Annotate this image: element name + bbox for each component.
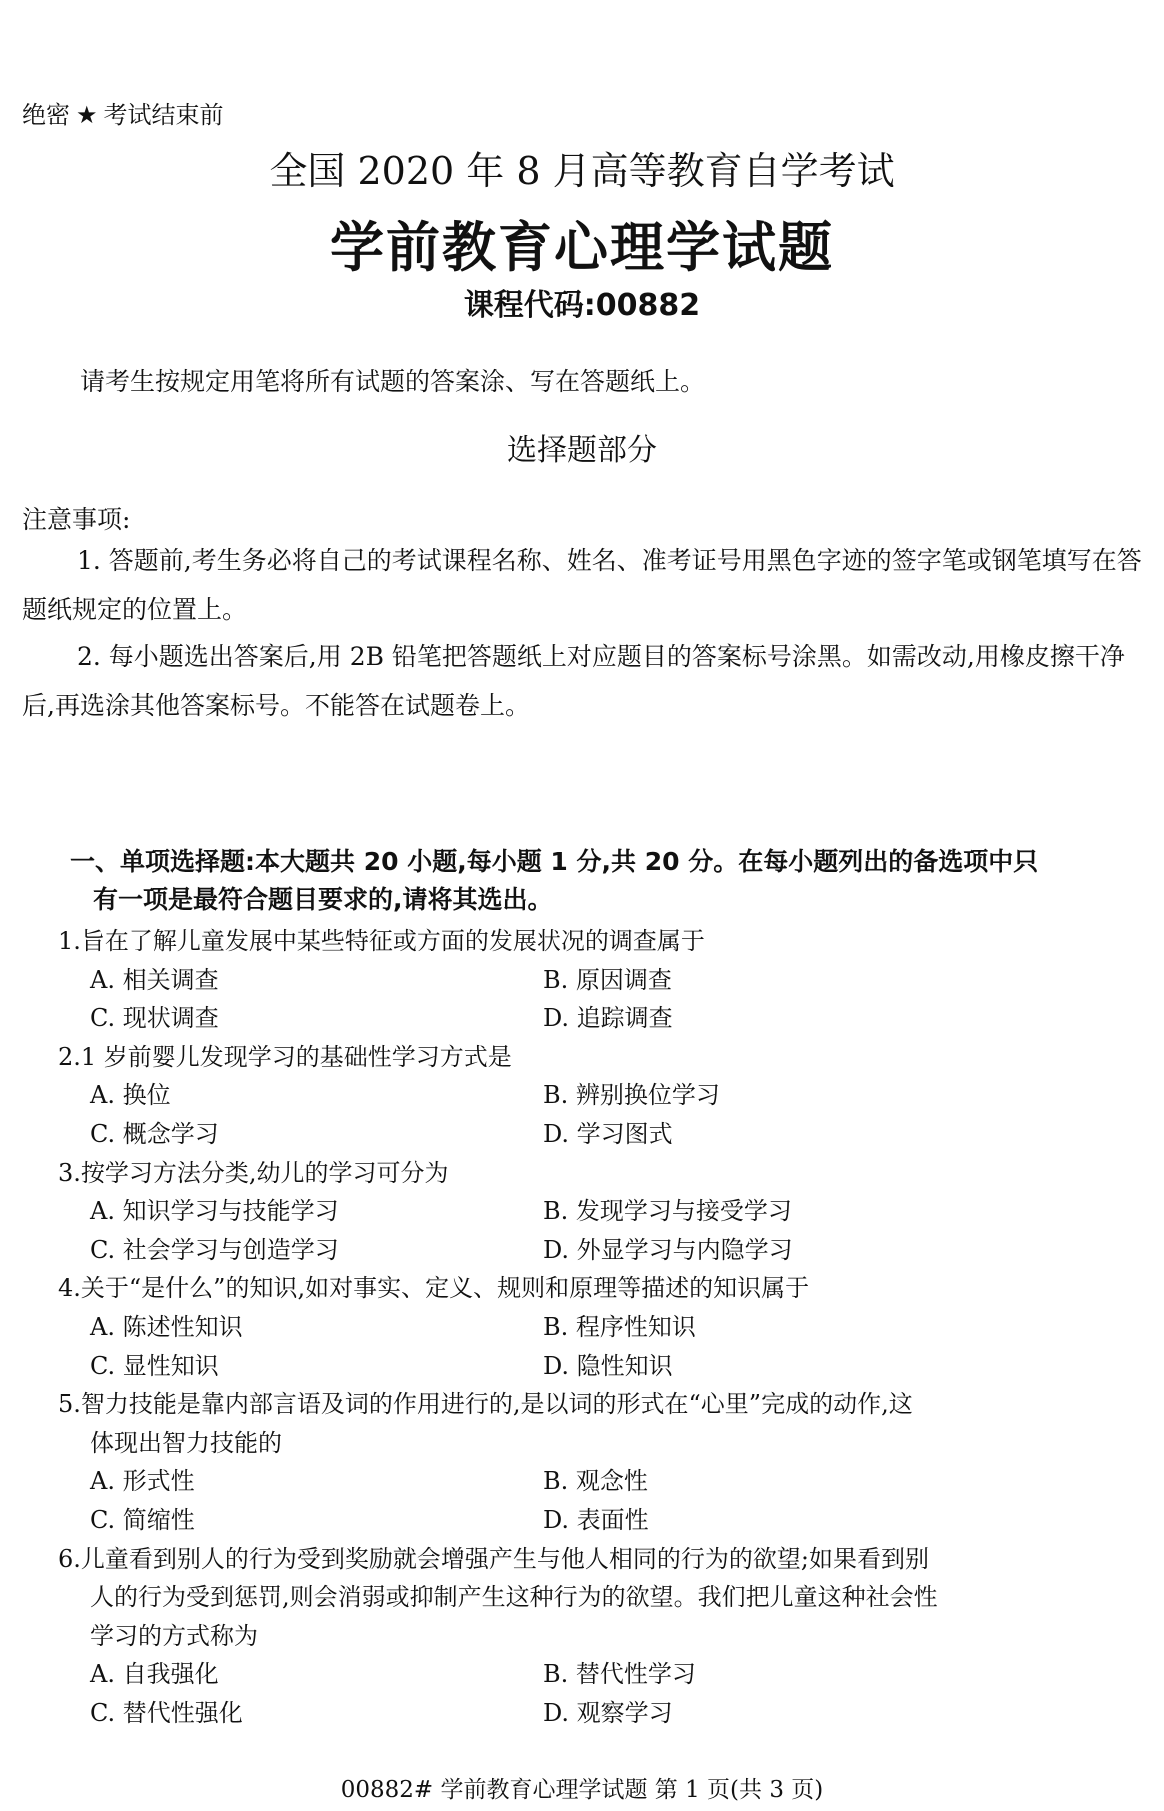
secret-label: 绝密: [22, 101, 70, 129]
option-a: A. 相关调查: [90, 965, 219, 994]
question-number: 1.: [58, 927, 81, 955]
question-stem-continued: 人的行为受到惩罚,则会消弱或抑制产生这种行为的欲望。我们把儿童这种社会性: [90, 1583, 938, 1612]
option-b: B. 原因调查: [543, 965, 672, 994]
star-icon: ★: [76, 101, 98, 129]
option-d: D. 外显学习与内隐学习: [543, 1235, 793, 1264]
option-d: D. 隐性知识: [543, 1351, 673, 1380]
question-number: 6.: [58, 1544, 81, 1573]
option-b: B. 辨别换位学习: [543, 1081, 720, 1110]
option-c: C. 概念学习: [90, 1119, 219, 1148]
question-number: 5.: [58, 1390, 81, 1419]
option-d: D. 表面性: [543, 1505, 649, 1534]
course-code: 课程代码:00882: [463, 288, 701, 323]
option-a: A. 知识学习与技能学习: [90, 1197, 339, 1226]
question-number: 2.: [58, 1042, 81, 1071]
subject-title: 学前教育心理学试题: [330, 216, 834, 279]
option-a: A. 陈述性知识: [90, 1312, 243, 1341]
option-d: D. 观察学习: [543, 1698, 673, 1727]
option-c: C. 显性知识: [90, 1351, 219, 1380]
question-2: [58, 1038, 1118, 1154]
question-1: [58, 922, 1118, 1038]
part-one-heading-line1: 一、单项选择题:本大题共 20 小题,每小题 1 分,共 20 分。在每小题列出的备选项中只: [70, 847, 1039, 876]
part-one-heading-line2: 有一项是最符合题目要求的,请将其选出。: [93, 885, 553, 914]
page-footer: 00882# 学前教育心理学试题 第 1 页(共 3 页): [340, 1777, 824, 1803]
question-3: [58, 1154, 1118, 1270]
option-b: B. 观念性: [543, 1467, 648, 1496]
section-heading: 选择题部分: [507, 433, 657, 468]
question-4: [58, 1269, 1118, 1385]
part-one-heading: [70, 843, 1120, 919]
answer-instruction: 请考生按规定用笔将所有试题的答案涂、写在答题纸上。: [80, 367, 706, 396]
question-stem-continued: 体现出智力技能的: [90, 1428, 282, 1457]
option-c: C. 替代性强化: [90, 1698, 243, 1727]
option-d: D. 追踪调查: [543, 1004, 673, 1033]
option-c: C. 简缩性: [90, 1505, 195, 1534]
question-stem-continued-2: 学习的方式称为: [90, 1621, 258, 1650]
option-b: B. 替代性学习: [543, 1660, 696, 1689]
question-stem: 5.智力技能是靠内部言语及词的作用进行的,是以词的形式在“心里”完成的动作,这 体现出智力技能的: [58, 1385, 1118, 1462]
question-stem: 1.旨在了解儿童发展中某些特征或方面的发展状况的调查属于: [58, 927, 705, 955]
question-stem: 6.儿童看到别人的行为受到奖励就会增强产生与他人相同的行为的欲望;如果看到别 人的行为受到惩罚,则会消弱或抑制产生这种行为的欲望。我们把儿童这种社会性 学习的方式称为: [58, 1540, 1118, 1656]
option-b: B. 程序性知识: [543, 1312, 696, 1341]
question-number: 3.: [58, 1158, 81, 1187]
exam-title: 全国 2020 年 8 月高等教育自学考试: [269, 149, 895, 193]
notes-title: 注意事项:: [22, 505, 131, 534]
option-b: B. 发现学习与接受学习: [543, 1197, 792, 1226]
question-5: [58, 1385, 1118, 1539]
question-list: [58, 922, 1118, 1732]
option-d: D. 学习图式: [543, 1119, 673, 1148]
option-a: A. 自我强化: [90, 1660, 219, 1689]
option-c: C. 社会学习与创造学习: [90, 1235, 339, 1264]
note-item-2: 2. 每小题选出答案后,用 2B 铅笔把答题纸上对应题目的答案标号涂黑。如需改动,用橡皮擦干净后,再选涂其他答案标号。不能答在试题卷上。: [22, 642, 1125, 720]
option-a: A. 换位: [90, 1081, 171, 1110]
option-a: A. 形式性: [90, 1467, 195, 1496]
question-stem: 2.1 岁前婴儿发现学习的基础性学习方式是: [58, 1042, 512, 1071]
question-6: [58, 1540, 1118, 1733]
question-number: 4.: [58, 1274, 81, 1303]
confidential-mark: [22, 95, 224, 130]
question-stem: 4.关于“是什么”的知识,如对事实、定义、规则和原理等描述的知识属于: [58, 1274, 810, 1303]
option-c: C. 现状调查: [90, 1004, 219, 1033]
note-item-1: 1. 答题前,考生务必将自己的考试课程名称、姓名、准考证号用黑色字迹的签字笔或钢笔填写在答题纸规定的位置上。: [22, 546, 1142, 624]
question-stem: 3.按学习方法分类,幼儿的学习可分为: [58, 1158, 449, 1187]
secret-suffix: 考试结束前: [103, 101, 224, 129]
